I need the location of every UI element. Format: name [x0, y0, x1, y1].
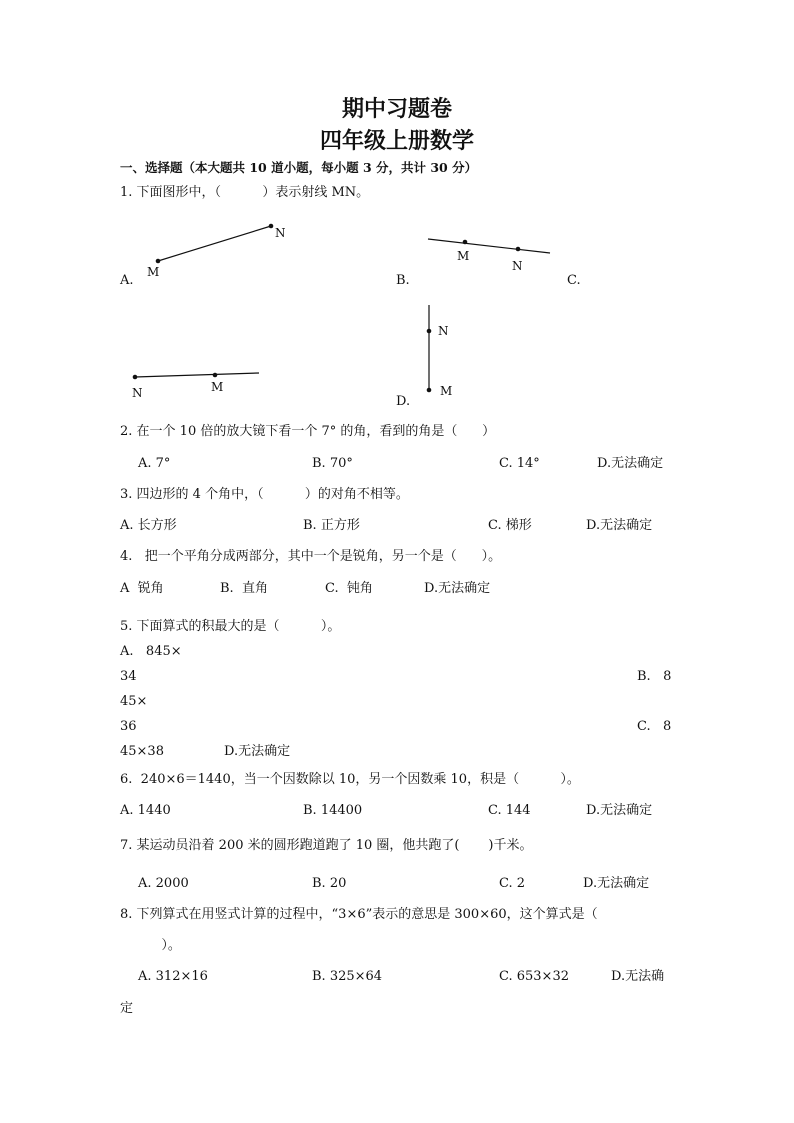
- q5-stem: 5. 下面算式的积最大的是（ ）。: [120, 619, 341, 634]
- q4-option-a: A 锐角: [120, 581, 164, 596]
- figure-d-label-m: M: [440, 384, 453, 398]
- figure-c-point-n: [133, 375, 138, 380]
- figure-d-label-n: N: [438, 324, 449, 338]
- figure-c-point-m: [213, 373, 218, 378]
- q2-option-d: D.无法确定: [597, 456, 664, 471]
- figure-c-label-m: M: [211, 380, 224, 394]
- q1-option-b: B.: [396, 273, 410, 288]
- q7-option-c: C. 2: [499, 876, 526, 891]
- q1-option-d: D.: [396, 394, 411, 409]
- page-title: 期中习题卷: [341, 96, 452, 122]
- q5-line-5-right: D.无法确定: [224, 744, 291, 759]
- q5-line-4-left: 36: [120, 719, 137, 734]
- figure-d-point-n: [427, 329, 432, 334]
- q5-line-4-right: C. 8: [637, 719, 672, 734]
- q6-option-a: A. 1440: [120, 803, 171, 818]
- q5-line-3: 45×: [120, 694, 148, 709]
- q5-line-1: A. 845×: [120, 644, 182, 659]
- q6-option-b: B. 14400: [303, 803, 363, 818]
- figure-c-label-n: N: [132, 386, 143, 400]
- q8-option-a: A. 312×16: [138, 969, 208, 984]
- q5-line-2-left: 34: [120, 669, 137, 684]
- q2-stem: 2. 在一个 10 倍的放大镜下看一个 7° 的角，看到的角是（ ）: [120, 424, 496, 439]
- figure-a-label-n: N: [275, 226, 286, 240]
- q5-line-2-right: B. 8: [637, 669, 672, 684]
- q7-option-b: B. 20: [312, 876, 347, 891]
- figure-a: [147, 224, 286, 279]
- figure-d: [427, 305, 453, 398]
- q8-stem: 8. 下列算式在用竖式计算的过程中，“3×6”表示的意思是 300×60，这个算式是（: [120, 907, 598, 922]
- q6-stem: 6. 240×6＝1440，当一个因数除以 10，另一个因数乘 10，积是（ ）。: [120, 772, 580, 787]
- q4-option-c: C. 钝角: [325, 581, 373, 596]
- q8-option-b: B. 325×64: [312, 969, 383, 984]
- q6-option-c: C. 144: [488, 803, 531, 818]
- figure-d-point-m: [427, 388, 432, 393]
- q7-stem: 7. 某运动员沿着 200 米的圆形跑道跑了 10 圈，他共跑了( )千米。: [120, 838, 533, 853]
- q2-option-c: C. 14°: [499, 456, 540, 471]
- q1-option-a: A.: [120, 273, 134, 288]
- q1-option-c: C.: [567, 273, 581, 288]
- q3-option-d: D.无法确定: [586, 518, 653, 533]
- q3-option-a: A. 长方形: [120, 518, 177, 533]
- figure-b-label-m: M: [457, 249, 470, 263]
- figure-c-line: [135, 373, 259, 377]
- q8-option-c: C. 653×32: [499, 969, 569, 984]
- q3-stem: 3. 四边形的 4 个角中，（ ）的对角不相等。: [120, 487, 409, 502]
- q8-option-d-continued: 定: [120, 1001, 134, 1016]
- q4-option-d: D.无法确定: [424, 581, 491, 596]
- q6-option-d: D.无法确定: [586, 803, 653, 818]
- q8-option-d: D.无法确: [611, 969, 665, 984]
- q7-option-d: D.无法确定: [583, 876, 650, 891]
- q2-option-a: A. 7°: [138, 456, 171, 471]
- q3-option-c: C. 梯形: [488, 518, 532, 533]
- q4-option-b: B. 直角: [220, 581, 268, 596]
- figure-c: [132, 373, 259, 400]
- figure-a-label-m: M: [147, 265, 160, 279]
- q8-stem-continued: ）。: [120, 938, 181, 953]
- q1-stem: 1. 下面图形中，（ ）表示射线 MN。: [120, 185, 370, 200]
- q4-stem: 4. 把一个平角分成两部分，其中一个是锐角，另一个是（ ）。: [120, 549, 502, 564]
- q5-line-5-left: 45×38: [120, 744, 164, 759]
- figure-a-point-n: [269, 224, 274, 229]
- figure-b-point-m: [463, 240, 468, 245]
- figure-b-label-n: N: [512, 259, 523, 273]
- figure-b-point-n: [516, 247, 521, 252]
- q3-option-b: B. 正方形: [303, 518, 360, 533]
- figure-a-line: [158, 226, 271, 261]
- section-heading: 一、选择题（本大题共 10 道小题，每小题 3 分，共计 30 分）: [120, 160, 478, 175]
- figure-b: [428, 239, 550, 273]
- q2-option-b: B. 70°: [312, 456, 353, 471]
- page-subtitle: 四年级上册数学: [319, 128, 474, 154]
- figure-a-point-m: [156, 259, 161, 264]
- q7-option-a: A. 2000: [138, 876, 189, 891]
- figure-b-line: [428, 239, 550, 253]
